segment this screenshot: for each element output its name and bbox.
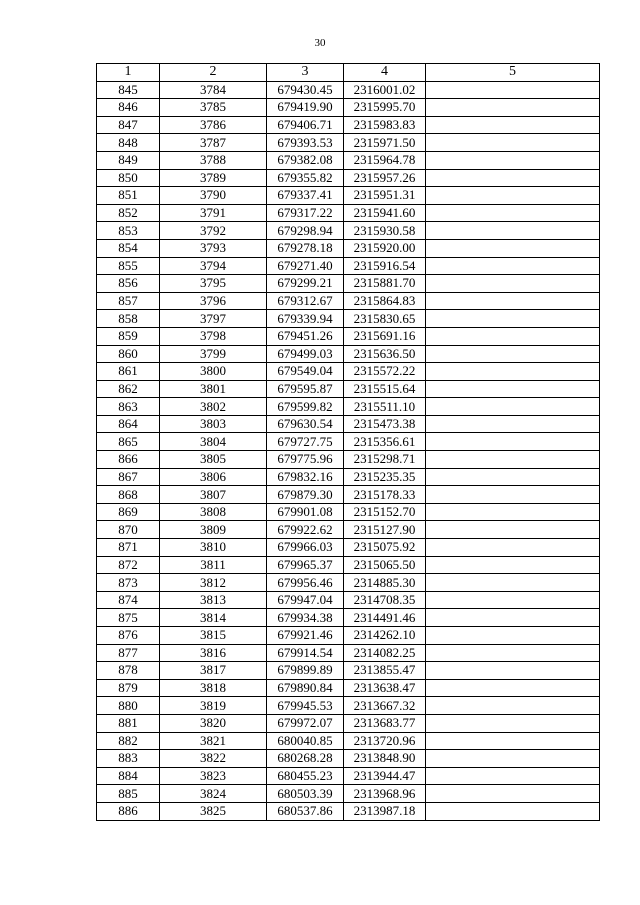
x-coordinate-cell: 679337.41: [267, 187, 344, 205]
x-coordinate-cell: 679339.94: [267, 310, 344, 328]
x-coordinate-cell: 679890.84: [267, 679, 344, 697]
point-number-cell: 859: [97, 327, 160, 345]
point-number-cell: 871: [97, 539, 160, 557]
point-number-cell: 870: [97, 521, 160, 539]
y-coordinate-cell: 2315920.00: [344, 239, 426, 257]
note-cell: [426, 732, 600, 750]
note-cell: [426, 556, 600, 574]
y-coordinate-cell: 2315691.16: [344, 327, 426, 345]
table-row: [97, 503, 600, 521]
table-row: [97, 644, 600, 662]
x-coordinate-cell: 679775.96: [267, 451, 344, 469]
y-coordinate-cell: 2315941.60: [344, 204, 426, 222]
point-id-cell: 3808: [160, 503, 267, 521]
note-cell: [426, 802, 600, 820]
table-row: [97, 433, 600, 451]
point-number-cell: 878: [97, 662, 160, 680]
point-id-cell: 3811: [160, 556, 267, 574]
table-row: [97, 292, 600, 310]
column-header-3: 3: [267, 64, 344, 82]
x-coordinate-cell: 679299.21: [267, 275, 344, 293]
note-cell: [426, 345, 600, 363]
point-number-cell: 863: [97, 398, 160, 416]
table-header-row: [97, 64, 600, 82]
y-coordinate-cell: 2315983.83: [344, 116, 426, 134]
point-id-cell: 3804: [160, 433, 267, 451]
y-coordinate-cell: 2315235.35: [344, 468, 426, 486]
x-coordinate-cell: 679945.53: [267, 697, 344, 715]
y-coordinate-cell: 2315930.58: [344, 222, 426, 240]
y-coordinate-cell: 2315511.10: [344, 398, 426, 416]
y-coordinate-cell: 2313944.47: [344, 767, 426, 785]
table-row: [97, 627, 600, 645]
table-row: [97, 521, 600, 539]
y-coordinate-cell: 2313638.47: [344, 679, 426, 697]
x-coordinate-cell: 679499.03: [267, 345, 344, 363]
table-row: [97, 785, 600, 803]
note-cell: [426, 380, 600, 398]
table-row: [97, 486, 600, 504]
point-number-cell: 858: [97, 310, 160, 328]
point-number-cell: 884: [97, 767, 160, 785]
note-cell: [426, 486, 600, 504]
x-coordinate-cell: 679899.89: [267, 662, 344, 680]
point-number-cell: 848: [97, 134, 160, 152]
column-header-2: 2: [160, 64, 267, 82]
note-cell: [426, 116, 600, 134]
point-number-cell: 875: [97, 609, 160, 627]
table-row: [97, 556, 600, 574]
point-id-cell: 3815: [160, 627, 267, 645]
note-cell: [426, 134, 600, 152]
point-id-cell: 3802: [160, 398, 267, 416]
point-id-cell: 3789: [160, 169, 267, 187]
note-cell: [426, 468, 600, 486]
point-number-cell: 867: [97, 468, 160, 486]
x-coordinate-cell: 680537.86: [267, 802, 344, 820]
point-id-cell: 3801: [160, 380, 267, 398]
table-row: [97, 398, 600, 416]
note-cell: [426, 697, 600, 715]
note-cell: [426, 187, 600, 205]
note-cell: [426, 222, 600, 240]
table-row: [97, 574, 600, 592]
note-cell: [426, 644, 600, 662]
note-cell: [426, 750, 600, 768]
table-row: [97, 679, 600, 697]
x-coordinate-cell: 679451.26: [267, 327, 344, 345]
point-number-cell: 872: [97, 556, 160, 574]
note-cell: [426, 204, 600, 222]
x-coordinate-cell: 679922.62: [267, 521, 344, 539]
point-number-cell: 885: [97, 785, 160, 803]
y-coordinate-cell: 2313683.77: [344, 714, 426, 732]
x-coordinate-cell: 679406.71: [267, 116, 344, 134]
point-number-cell: 854: [97, 239, 160, 257]
note-cell: [426, 714, 600, 732]
point-id-cell: 3800: [160, 363, 267, 381]
x-coordinate-cell: 679630.54: [267, 415, 344, 433]
point-id-cell: 3793: [160, 239, 267, 257]
y-coordinate-cell: 2315957.26: [344, 169, 426, 187]
x-coordinate-cell: 679271.40: [267, 257, 344, 275]
point-number-cell: 868: [97, 486, 160, 504]
x-coordinate-cell: 679972.07: [267, 714, 344, 732]
point-id-cell: 3809: [160, 521, 267, 539]
y-coordinate-cell: 2314082.25: [344, 644, 426, 662]
table-row: [97, 257, 600, 275]
x-coordinate-cell: 679278.18: [267, 239, 344, 257]
table-row: [97, 310, 600, 328]
table-row: [97, 327, 600, 345]
x-coordinate-cell: 679914.54: [267, 644, 344, 662]
y-coordinate-cell: 2315356.61: [344, 433, 426, 451]
point-number-cell: 856: [97, 275, 160, 293]
point-number-cell: 880: [97, 697, 160, 715]
table-row: [97, 697, 600, 715]
point-number-cell: 849: [97, 151, 160, 169]
table-row: [97, 415, 600, 433]
point-id-cell: 3823: [160, 767, 267, 785]
y-coordinate-cell: 2315515.64: [344, 380, 426, 398]
table-row: [97, 275, 600, 293]
point-number-cell: 886: [97, 802, 160, 820]
table-row: [97, 151, 600, 169]
y-coordinate-cell: 2316001.02: [344, 81, 426, 99]
note-cell: [426, 521, 600, 539]
point-id-cell: 3798: [160, 327, 267, 345]
point-id-cell: 3812: [160, 574, 267, 592]
y-coordinate-cell: 2315951.31: [344, 187, 426, 205]
table-row: [97, 116, 600, 134]
x-coordinate-cell: 679549.04: [267, 363, 344, 381]
y-coordinate-cell: 2315916.54: [344, 257, 426, 275]
point-id-cell: 3821: [160, 732, 267, 750]
table-row: [97, 345, 600, 363]
point-id-cell: 3784: [160, 81, 267, 99]
note-cell: [426, 539, 600, 557]
x-coordinate-cell: 680503.39: [267, 785, 344, 803]
table-row: [97, 539, 600, 557]
point-id-cell: 3796: [160, 292, 267, 310]
point-number-cell: 850: [97, 169, 160, 187]
x-coordinate-cell: 679901.08: [267, 503, 344, 521]
note-cell: [426, 257, 600, 275]
x-coordinate-cell: 679727.75: [267, 433, 344, 451]
table-row: [97, 609, 600, 627]
point-id-cell: 3810: [160, 539, 267, 557]
y-coordinate-cell: 2314491.46: [344, 609, 426, 627]
table-row: [97, 99, 600, 117]
table-row: [97, 750, 600, 768]
x-coordinate-cell: 679879.30: [267, 486, 344, 504]
point-number-cell: 876: [97, 627, 160, 645]
note-cell: [426, 310, 600, 328]
y-coordinate-cell: 2315127.90: [344, 521, 426, 539]
point-number-cell: 873: [97, 574, 160, 592]
point-number-cell: 866: [97, 451, 160, 469]
note-cell: [426, 81, 600, 99]
y-coordinate-cell: 2315964.78: [344, 151, 426, 169]
point-id-cell: 3799: [160, 345, 267, 363]
table-row: [97, 802, 600, 820]
point-number-cell: 877: [97, 644, 160, 662]
y-coordinate-cell: 2315881.70: [344, 275, 426, 293]
table-row: [97, 363, 600, 381]
x-coordinate-cell: 679832.16: [267, 468, 344, 486]
point-id-cell: 3822: [160, 750, 267, 768]
x-coordinate-cell: 679317.22: [267, 204, 344, 222]
x-coordinate-cell: 679419.90: [267, 99, 344, 117]
x-coordinate-cell: 679312.67: [267, 292, 344, 310]
x-coordinate-cell: 679965.37: [267, 556, 344, 574]
point-id-cell: 3820: [160, 714, 267, 732]
table-row: [97, 451, 600, 469]
table-row: [97, 714, 600, 732]
table-row: [97, 732, 600, 750]
point-id-cell: 3817: [160, 662, 267, 680]
note-cell: [426, 574, 600, 592]
x-coordinate-cell: 680268.28: [267, 750, 344, 768]
y-coordinate-cell: 2315075.92: [344, 539, 426, 557]
point-id-cell: 3805: [160, 451, 267, 469]
y-coordinate-cell: 2315298.71: [344, 451, 426, 469]
point-number-cell: 853: [97, 222, 160, 240]
column-header-5: 5: [426, 64, 600, 82]
note-cell: [426, 433, 600, 451]
note-cell: [426, 591, 600, 609]
y-coordinate-cell: 2315830.65: [344, 310, 426, 328]
point-number-cell: 882: [97, 732, 160, 750]
table-row: [97, 767, 600, 785]
table-row: [97, 380, 600, 398]
y-coordinate-cell: 2315864.83: [344, 292, 426, 310]
x-coordinate-cell: 679430.45: [267, 81, 344, 99]
y-coordinate-cell: 2313848.90: [344, 750, 426, 768]
point-id-cell: 3818: [160, 679, 267, 697]
x-coordinate-cell: 679956.46: [267, 574, 344, 592]
point-id-cell: 3787: [160, 134, 267, 152]
table-row: [97, 187, 600, 205]
point-number-cell: 874: [97, 591, 160, 609]
page-number: 30: [314, 37, 326, 49]
point-number-cell: 883: [97, 750, 160, 768]
table-row: [97, 662, 600, 680]
point-id-cell: 3788: [160, 151, 267, 169]
column-header-4: 4: [344, 64, 426, 82]
table-row: [97, 81, 600, 99]
x-coordinate-cell: 679355.82: [267, 169, 344, 187]
x-coordinate-cell: 679934.38: [267, 609, 344, 627]
point-number-cell: 881: [97, 714, 160, 732]
x-coordinate-cell: 679298.94: [267, 222, 344, 240]
x-coordinate-cell: 679921.46: [267, 627, 344, 645]
point-id-cell: 3794: [160, 257, 267, 275]
note-cell: [426, 679, 600, 697]
point-number-cell: 852: [97, 204, 160, 222]
note-cell: [426, 415, 600, 433]
note-cell: [426, 275, 600, 293]
y-coordinate-cell: 2314885.30: [344, 574, 426, 592]
column-header-1: 1: [97, 64, 160, 82]
point-id-cell: 3819: [160, 697, 267, 715]
table-row: [97, 239, 600, 257]
x-coordinate-cell: 679595.87: [267, 380, 344, 398]
y-coordinate-cell: 2315152.70: [344, 503, 426, 521]
y-coordinate-cell: 2313987.18: [344, 802, 426, 820]
point-number-cell: 879: [97, 679, 160, 697]
table-row: [97, 468, 600, 486]
point-number-cell: 855: [97, 257, 160, 275]
y-coordinate-cell: 2313720.96: [344, 732, 426, 750]
point-id-cell: 3807: [160, 486, 267, 504]
y-coordinate-cell: 2315065.50: [344, 556, 426, 574]
note-cell: [426, 398, 600, 416]
y-coordinate-cell: 2313968.96: [344, 785, 426, 803]
point-id-cell: 3797: [160, 310, 267, 328]
coordinates-table: [96, 63, 600, 821]
table-body: [97, 81, 600, 820]
x-coordinate-cell: 679599.82: [267, 398, 344, 416]
point-id-cell: 3813: [160, 591, 267, 609]
note-cell: [426, 767, 600, 785]
y-coordinate-cell: 2315572.22: [344, 363, 426, 381]
note-cell: [426, 609, 600, 627]
point-id-cell: 3824: [160, 785, 267, 803]
y-coordinate-cell: 2313667.32: [344, 697, 426, 715]
note-cell: [426, 151, 600, 169]
x-coordinate-cell: 679966.03: [267, 539, 344, 557]
note-cell: [426, 785, 600, 803]
y-coordinate-cell: 2313855.47: [344, 662, 426, 680]
y-coordinate-cell: 2314708.35: [344, 591, 426, 609]
note-cell: [426, 363, 600, 381]
table-row: [97, 169, 600, 187]
point-number-cell: 846: [97, 99, 160, 117]
point-id-cell: 3786: [160, 116, 267, 134]
note-cell: [426, 292, 600, 310]
note-cell: [426, 99, 600, 117]
point-number-cell: 857: [97, 292, 160, 310]
point-id-cell: 3791: [160, 204, 267, 222]
point-id-cell: 3806: [160, 468, 267, 486]
x-coordinate-cell: 680455.23: [267, 767, 344, 785]
point-id-cell: 3795: [160, 275, 267, 293]
note-cell: [426, 451, 600, 469]
y-coordinate-cell: 2315636.50: [344, 345, 426, 363]
point-number-cell: 845: [97, 81, 160, 99]
point-number-cell: 864: [97, 415, 160, 433]
note-cell: [426, 503, 600, 521]
point-id-cell: 3785: [160, 99, 267, 117]
point-number-cell: 851: [97, 187, 160, 205]
point-number-cell: 862: [97, 380, 160, 398]
point-id-cell: 3816: [160, 644, 267, 662]
note-cell: [426, 169, 600, 187]
x-coordinate-cell: 679393.53: [267, 134, 344, 152]
point-id-cell: 3803: [160, 415, 267, 433]
point-number-cell: 865: [97, 433, 160, 451]
point-id-cell: 3825: [160, 802, 267, 820]
x-coordinate-cell: 680040.85: [267, 732, 344, 750]
y-coordinate-cell: 2315971.50: [344, 134, 426, 152]
y-coordinate-cell: 2314262.10: [344, 627, 426, 645]
point-number-cell: 860: [97, 345, 160, 363]
table-row: [97, 204, 600, 222]
point-id-cell: 3814: [160, 609, 267, 627]
x-coordinate-cell: 679947.04: [267, 591, 344, 609]
note-cell: [426, 627, 600, 645]
note-cell: [426, 239, 600, 257]
y-coordinate-cell: 2315473.38: [344, 415, 426, 433]
point-number-cell: 847: [97, 116, 160, 134]
note-cell: [426, 327, 600, 345]
y-coordinate-cell: 2315995.70: [344, 99, 426, 117]
point-number-cell: 861: [97, 363, 160, 381]
point-number-cell: 869: [97, 503, 160, 521]
point-id-cell: 3792: [160, 222, 267, 240]
y-coordinate-cell: 2315178.33: [344, 486, 426, 504]
table-row: [97, 591, 600, 609]
note-cell: [426, 662, 600, 680]
table-row: [97, 222, 600, 240]
x-coordinate-cell: 679382.08: [267, 151, 344, 169]
table-row: [97, 134, 600, 152]
point-id-cell: 3790: [160, 187, 267, 205]
